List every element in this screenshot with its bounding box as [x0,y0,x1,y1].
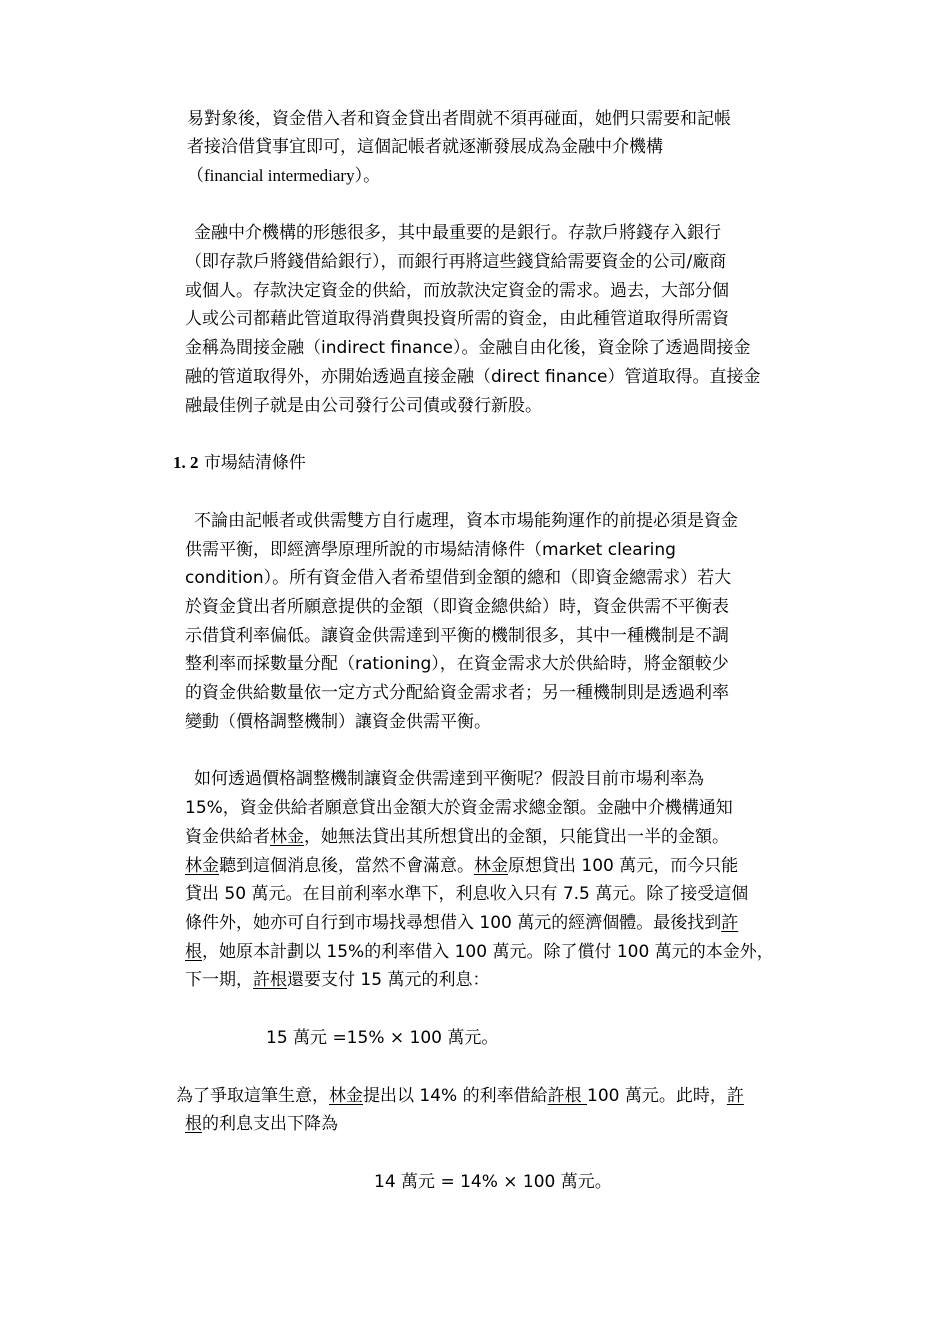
text-run: 為了爭取這筆生意， [176,1086,329,1106]
text-line: 如何透過價格調整機制讓資金供需達到平衡呢？假設目前市場利率為 [194,769,704,789]
text-line [185,941,774,963]
text-run: ，她原本計劃以 15%的利率借入 100 萬元。除了償付 100 萬元的本金外， [202,942,774,962]
text-line: 供需平衡，即經濟學原理所說的市場結清條件（market clearing [185,540,676,560]
text-line [185,826,729,848]
text-line: 易對象後，資金借入者和資金貸出者間就不須再碰面，她們只需要和記帳 [187,109,731,129]
section-heading [173,452,306,474]
text-line: 者接洽借貸事宜即可，這個記帳者就逐漸發展成為金融中介機構 [187,137,663,157]
text-line: 貸出 50 萬元。在目前利率水準下，利息收入只有 7.5 萬元。除了接受這個 [185,884,749,904]
person-name: 根 [185,942,202,962]
person-name: 許 [726,1086,744,1106]
person-name: 林金 [270,827,304,847]
text-run: 原想貸出 100 萬元，而今只能 [508,856,739,876]
text-run: 下一期， [185,970,253,990]
text-line: 金稱為間接金融（indirect finance）。金融自由化後，資金除了透過間接金 [185,338,751,358]
person-name: 根 [185,1114,202,1134]
text-run: 提出以 14% 的利率借給 [363,1086,548,1106]
formula-interest-15: 15 萬元 =15% × 100 萬元。 [266,1028,499,1048]
text-line [185,969,489,991]
text-line: （即存款戶將錢借給銀行），而銀行再將這些錢貸給需要資金的公司/廠商 [185,252,727,272]
text-line [185,1113,338,1135]
person-name: 林金 [185,856,219,876]
text-line: （financial intermediary）。 [187,166,381,185]
text-run: ，她無法貸出其所想貸出的金額，只能貸出一半的金額。 [304,827,729,847]
formula-interest-14: 14 萬元 = 14% × 100 萬元。 [374,1172,612,1192]
text-line: 人或公司都藉此管道取得消費與投資所需的資金，由此種管道取得所需資 [185,309,729,329]
text-line [185,912,738,934]
text-line: condition）。所有資金借入者希望借到金額的總和（即資金總需求）若大 [185,568,732,588]
text-line: 15%，資金供給者願意貸出金額大於資金需求總金額。金融中介機構通知 [185,798,733,818]
text-line: 金融中介機構的形態很多，其中最重要的是銀行。存款戶將錢存入銀行 [194,223,721,243]
text-run: 100 萬元。此時， [587,1086,727,1106]
person-name: 許 [721,913,739,933]
person-name: 林金 [474,856,508,876]
text-run: 的利息支出下降為 [202,1114,338,1134]
text-run: 還要支付 15 萬元的利息： [287,970,490,990]
text-run: 聽到這個消息後，當然不會滿意。 [219,856,474,876]
person-name: 許根 [253,970,287,990]
section-title: 市場結清條件 [203,453,306,473]
text-line: 的資金供給數量依一定方式分配給資金需求者；另一種機制則是透過利率 [185,683,729,703]
text-line: 於資金貸出者所願意提供的金額（即資金總供給）時，資金供需不平衡表 [185,597,729,617]
text-line: 變動（價格調整機制）讓資金供需平衡。 [185,712,491,732]
text-line: 示借貸利率偏低。讓資金供需達到平衡的機制很多，其中一種機制是不調 [185,626,729,646]
text-line: 或個人。存款決定資金的供給，而放款決定資金的需求。過去，大部分個 [185,281,729,301]
person-name: 許根 [547,1086,587,1106]
text-line: 融最佳例子就是由公司發行公司債或發行新股。 [185,396,542,416]
text-line: 不論由記帳者或供需雙方自行處理，資本市場能夠運作的前提必須是資金 [194,511,738,531]
text-line: 融的管道取得外，亦開始透過直接金融（direct finance）管道取得。直接金 [185,367,761,387]
text-run: 條件外，她亦可自行到市場找尋想借入 100 萬元的經濟個體。最後找到 [185,913,722,933]
text-line [185,855,738,877]
person-name: 林金 [329,1086,363,1106]
text-run: 資金供給者 [185,827,270,847]
text-line [176,1085,744,1107]
text-line: 整利率而採數量分配（rationing），在資金需求大於供給時，將金額較少 [185,654,729,674]
section-number: 1. 2 [173,453,199,472]
